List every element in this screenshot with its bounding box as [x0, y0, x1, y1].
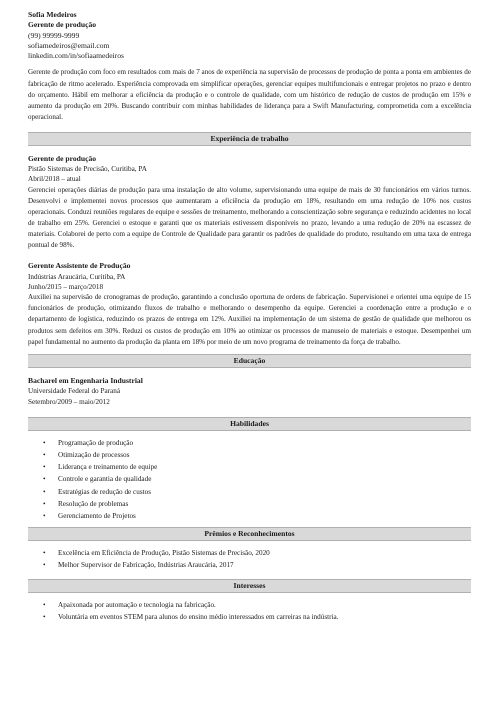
job-description: Auxiliei na supervisão de cronogramas de produção, garantindo a conclusão oportuna de ordens de fabricação. Supervisionei e orientei uma equipe de 15 funcionários de produção, otimizando fluxos de trabalho e melhorando o desempenho da equipe. Gerenciei a coordenação entre a produção e o departamento de logística, reduzindo os prazos de entrega em 12%. Auxiliei na implementação de um sistema de gestão de qualidade que melhorou os produtos sem defeitos em 30%. Reduzi os custos de produção em 10% ao otimizar os processos de manuseio de materiais e estoque. Desempenhei um papel fundamental no aumento da produção da planta em 18% por meio de um novo programa de treinamento da força de trabalho.: [28, 293, 471, 346]
email-text: sofiamedeiros@email.com: [28, 40, 110, 50]
skill-item: [28, 498, 471, 510]
job-title: Gerente de produção: [28, 153, 97, 163]
job-title: Gerente Assistente de Produção: [28, 261, 131, 271]
interests-list: [28, 599, 471, 623]
bullet-icon: •: [43, 438, 46, 447]
bullet-icon: •: [43, 600, 46, 609]
awards-list: [28, 547, 471, 571]
interest-item: [28, 611, 471, 623]
skill-item-text: Controle e garantia de qualidade: [58, 475, 152, 484]
bullet-icon: •: [43, 512, 46, 521]
job-company: Indústrias Araucária, Curitiba, PA: [28, 272, 126, 281]
skill-item: [28, 449, 471, 461]
section-header-experience: Experiência de trabalho: [28, 132, 471, 146]
award-item: [28, 559, 471, 571]
bullet-icon: •: [43, 612, 46, 621]
job-dates: Abril/2018 – atual: [28, 175, 81, 184]
education-dates: Setembro/2009 – maio/2012: [28, 397, 110, 406]
bullet-icon: •: [43, 475, 46, 484]
job-entry: [28, 261, 471, 348]
bullet-icon: •: [43, 561, 46, 570]
section-header-skills: Habilidades: [28, 417, 471, 431]
bullet-icon: •: [43, 487, 46, 496]
skill-item: [28, 461, 471, 473]
skill-item-text: Programação de produção: [58, 438, 134, 447]
interest-item-text: Voluntária em eventos STEM para alunos do ensino médio interessados em carreiras na indústria.: [58, 612, 339, 621]
contact-header: [28, 10, 471, 61]
education-entry: [28, 376, 471, 407]
skill-item-text: Resolução de problemas: [58, 499, 129, 508]
skill-item-text: Gerenciamento de Projetos: [58, 512, 136, 521]
award-item: [28, 547, 471, 559]
linkedin-text: linkedin.com/in/sofiaamedeiros: [28, 51, 124, 61]
interest-item: [28, 599, 471, 611]
summary-paragraph: Gerente de produção com foco em resultados com mais de 7 anos de experiência na supervisão de processos de produção de ponta a ponta em ambientes de fabricação de ritmo acelerado. Experiência comprovada em simplificar operações, gerenciar equipes multifuncionais e entregar projetos no prazo e dentro do orçamento. Hábil em melhorar a eficiência da produção e o controle de qualidade, com um histórico de redução de custos de produção em 15% e aumento da produção em 20%. Buscando contribuir com minhas habilidades de liderança para a Swift Manufacturing, comprometida com a excelência operacional.: [28, 68, 471, 122]
bullet-icon: •: [43, 549, 46, 558]
section-header-education: Educação: [28, 354, 471, 368]
degree-title: Bacharel em Engenharia Industrial: [28, 375, 143, 385]
phone-text: (99) 99999-9999: [28, 30, 80, 40]
bullet-icon: •: [43, 463, 46, 472]
award-item-text: Excelência em Eficiência de Produção, Pistão Sistemas de Precisão, 2020: [58, 549, 270, 558]
section-header-awards: Prêmios e Reconhecimentos: [28, 527, 471, 541]
skill-item-text: Estratégias de redução de custos: [58, 487, 152, 496]
job-dates: Junho/2015 – março/2018: [28, 282, 104, 291]
interest-item-text: Apaixonada por automação e tecnologia na fabricação.: [58, 600, 216, 609]
skill-item: [28, 486, 471, 498]
section-header-interests: Interesses: [28, 579, 471, 593]
award-item-text: Melhor Supervisor de Fabricação, Indústrias Araucária, 2017: [58, 561, 234, 570]
skill-item: [28, 473, 471, 485]
candidate-name: Sofia Medeiros: [28, 10, 77, 19]
skill-item: [28, 437, 471, 449]
job-description: Gerenciei operações diárias de produção para uma instalação de alto volume, supervisionando uma equipe de mais de 30 funcionários em vários turnos. Desenvolvi e implementei novos processos que aumentaram a eficiência da produção em 18%, resultando em uma redução de 10% nos custos operacionais. Conduzi reuniões regulares de equipe e sessões de treinamento, melhorando a conscientização sobre segurança e reduzindo acidentes no local de trabalho em 25%. Gerenciei o estoque e garanti que os materiais estivessem disponíveis no prazo, levando a uma redução de 20% na escassez de materiais. Colaborei de perto com a equipe de Controle de Qualidade para garantir os padrões de qualidade do produto, resultando em uma taxa de entrega pontual de 98%.: [28, 185, 471, 250]
bullet-icon: •: [43, 499, 46, 508]
job-company: Pistão Sistemas de Precisão, Curitiba, PA: [28, 165, 147, 173]
candidate-role: Gerente de produção: [28, 20, 97, 30]
school-name: Universidade Federal do Paraná: [28, 387, 121, 396]
skill-item-text: Otimização de processos: [58, 451, 130, 460]
skills-list: [28, 437, 471, 522]
job-entry: [28, 154, 471, 252]
skill-item-text: Liderança e treinamento de equipe: [58, 463, 158, 472]
bullet-icon: •: [43, 451, 46, 460]
skill-item: [28, 510, 471, 522]
